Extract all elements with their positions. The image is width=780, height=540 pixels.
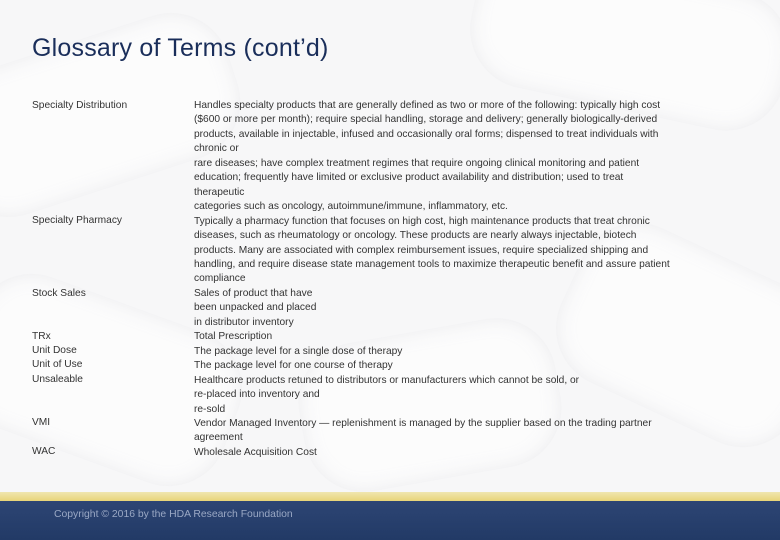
- definition-line: in distributor inventory: [194, 316, 294, 328]
- definition-line: compliance: [194, 273, 246, 285]
- term-specialty-distribution: Specialty Distribution: [32, 100, 128, 111]
- term-specialty-pharmacy: Specialty Pharmacy: [32, 215, 123, 226]
- definition-line: re-sold: [194, 403, 226, 415]
- term-unit-of-use: Unit of Use: [32, 359, 83, 370]
- definition-line: rare diseases; have complex treatment regimes that require ongoing clinical monitoring and patient: [194, 157, 640, 169]
- definition-line: Wholesale Acquisition Cost: [194, 446, 317, 458]
- definition-line: re-placed into inventory and: [194, 389, 320, 401]
- term-stock-sales: Stock Sales: [32, 288, 86, 299]
- definition-line: agreement: [194, 432, 243, 444]
- definition-line: therapeutic: [194, 186, 245, 198]
- definition-line: diseases, such as rheumatology or oncology. These products are nearly always injectable, biotech: [194, 230, 637, 242]
- definition-line: ($600 or more per month); require special handling, storage and delivery; generally biologically-derived: [194, 114, 658, 126]
- term-unit-dose: Unit Dose: [32, 345, 77, 356]
- term-wac: WAC: [32, 446, 56, 457]
- definition-line: chronic or: [194, 143, 239, 155]
- definition-line: Vendor Managed Inventory — replenishment is managed by the supplier based on the trading partner: [194, 417, 652, 429]
- footer-bar: [0, 501, 780, 540]
- definition-line: Sales of product that have: [194, 287, 313, 299]
- definition-line: education; frequently have limited or exclusive product availability and distribution; used to treat: [194, 172, 624, 184]
- term-trx: TRx: [32, 331, 51, 342]
- footer-copyright: Copyright © 2016 by the HDA Research Foundation: [54, 509, 293, 520]
- page-title: Glossary of Terms (cont’d): [32, 34, 329, 62]
- accent-band: [0, 492, 780, 501]
- definition-line: The package level for a single dose of therapy: [194, 345, 403, 357]
- term-unsaleable: Unsaleable: [32, 374, 83, 385]
- term-vmi: VMI: [32, 417, 51, 428]
- definition-line: categories such as oncology, autoimmune/immune, inflammatory, etc.: [194, 201, 508, 213]
- definition-line: products, available in injectable, infused and occasionally oral forms; dispensed to treat individuals with: [194, 128, 659, 140]
- definition-line: Typically a pharmacy function that focuses on high cost, high maintenance products that treat chronic: [194, 215, 650, 227]
- definition-line: Total Prescription: [194, 331, 273, 343]
- definition-line: The package level for one course of therapy: [194, 360, 393, 372]
- definition-line: been unpacked and placed: [194, 302, 317, 314]
- definition-line: Healthcare products retuned to distributors or manufacturers which cannot be sold, or: [194, 374, 580, 386]
- definitions-column: [194, 99, 724, 460]
- definition-line: Handles specialty products that are generally defined as two or more of the following: typically high cost: [194, 100, 661, 111]
- definition-line: handling, and require disease state management tools to maximize therapeutic benefit and assure patient: [194, 258, 670, 270]
- definition-line: products. Many are associated with complex reimbursement issues, require specialized shipping and: [194, 244, 649, 256]
